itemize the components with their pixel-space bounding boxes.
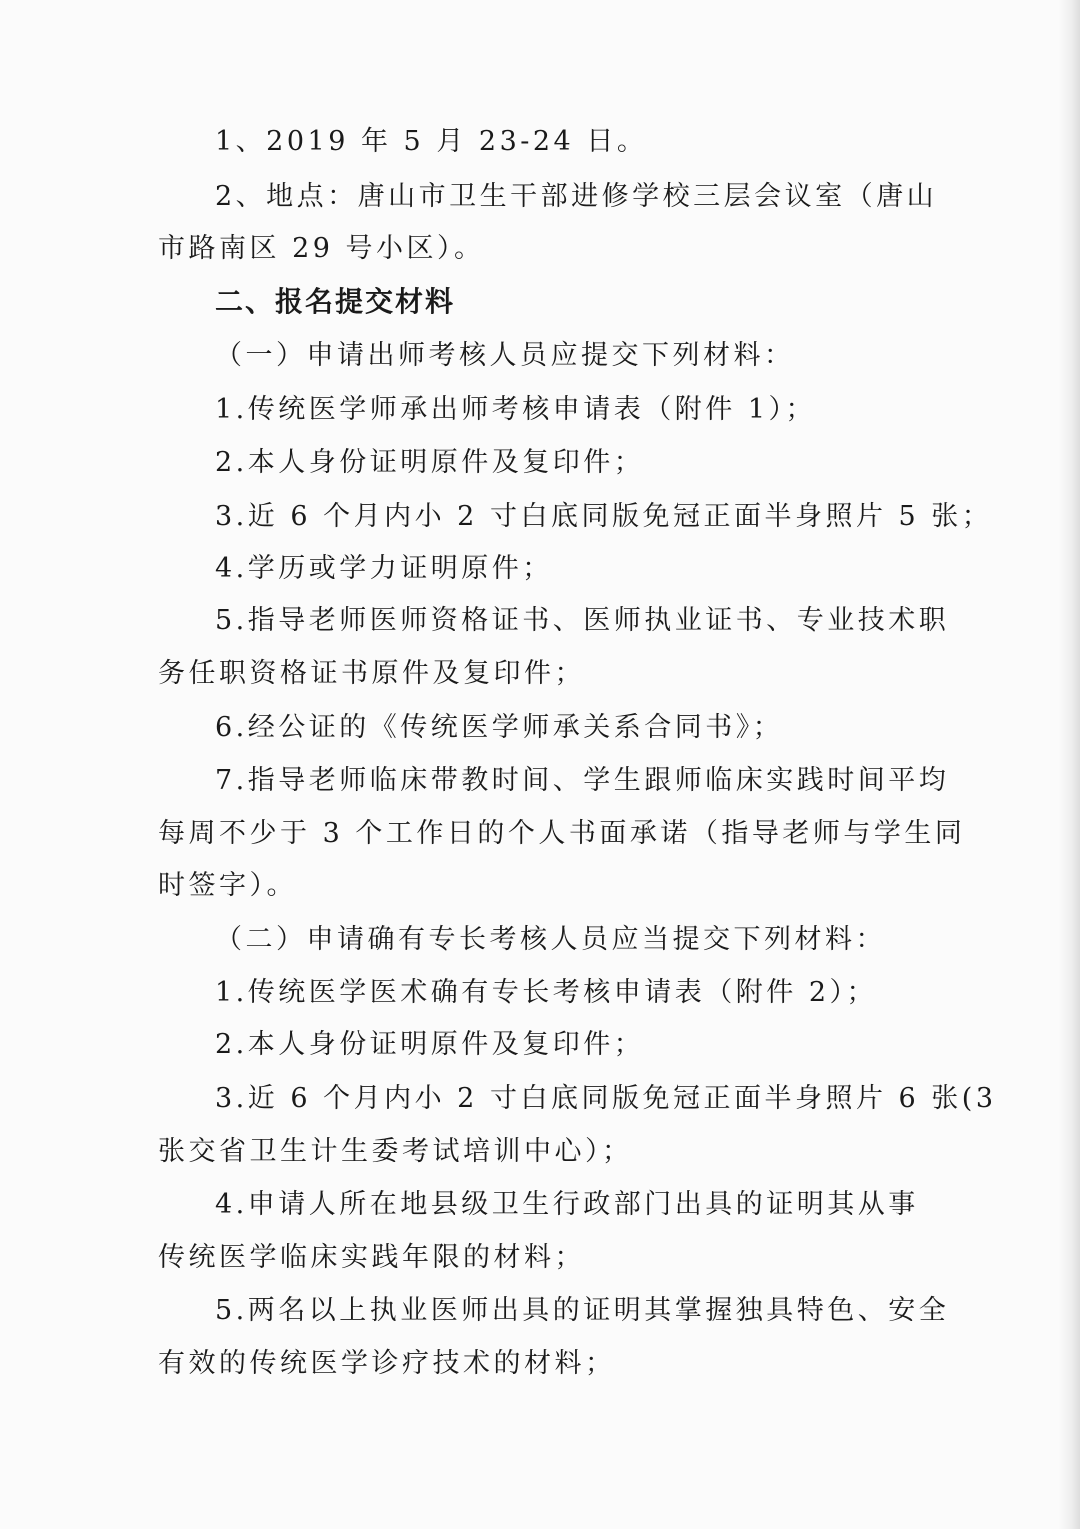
section-heading-materials: 二、报名提交材料	[215, 285, 456, 318]
apprentice-item-3: 3.近 6 个月内小 2 寸白底同版免冠正面半身照片 5 张；	[215, 501, 993, 532]
apprentice-item-7-line-1: 7.指导老师临床带教时间、学生跟师临床实践时间平均	[215, 765, 950, 796]
apprentice-item-6: 6.经公证的《传统医学师承关系合同书》；	[215, 712, 784, 743]
apprentice-item-5-line-1: 5.指导老师医师资格证书、医师执业证书、专业技术职	[215, 605, 950, 636]
scan-edge-shadow	[1058, 0, 1080, 1529]
apprentice-item-4: 4.学历或学力证明原件；	[215, 553, 553, 584]
apprentice-item-2: 2.本人身份证明原件及复印件；	[215, 447, 645, 478]
schedule-location-line-1: 2、地点：唐山市卫生干部进修学校三层会议室（唐山	[215, 181, 938, 212]
apprentice-item-1: 1.传统医学师承出师考核申请表（附件 1）；	[215, 394, 817, 425]
expertise-item-4-line-1: 4.申请人所在地县级卫生行政部门出具的证明其从事	[215, 1189, 919, 1220]
schedule-date: 1、2019 年 5 月 23-24 日。	[215, 126, 648, 157]
expertise-item-5-line-1: 5.两名以上执业医师出具的证明其掌握独具特色、安全	[215, 1295, 950, 1326]
apprentice-item-7-line-2: 每周不少于 3 个工作日的个人书面承诺（指导老师与学生同	[158, 818, 966, 849]
expertise-item-1: 1.传统医学医术确有专长考核申请表（附件 2）；	[215, 977, 878, 1008]
expertise-item-2: 2.本人身份证明原件及复印件；	[215, 1029, 645, 1060]
expertise-item-3-line-1: 3.近 6 个月内小 2 寸白底同版免冠正面半身照片 6 张(3	[215, 1083, 997, 1114]
schedule-location-line-2: 市路南区 29 号小区）。	[158, 233, 485, 264]
expertise-item-3-line-2: 张交省卫生计生委考试培训中心）；	[158, 1136, 633, 1167]
subsection-heading-apprentice: （一）申请出师考核人员应提交下列材料：	[215, 340, 795, 371]
expertise-item-4-line-2: 传统医学临床实践年限的材料；	[158, 1242, 585, 1273]
subsection-heading-expertise: （二）申请确有专长考核人员应当提交下列材料：	[215, 924, 886, 955]
expertise-item-5-line-2: 有效的传统医学诊疗技术的材料；	[158, 1348, 616, 1379]
apprentice-item-7-line-3: 时签字）。	[158, 870, 297, 901]
apprentice-item-5-line-2: 务任职资格证书原件及复印件；	[158, 658, 585, 689]
